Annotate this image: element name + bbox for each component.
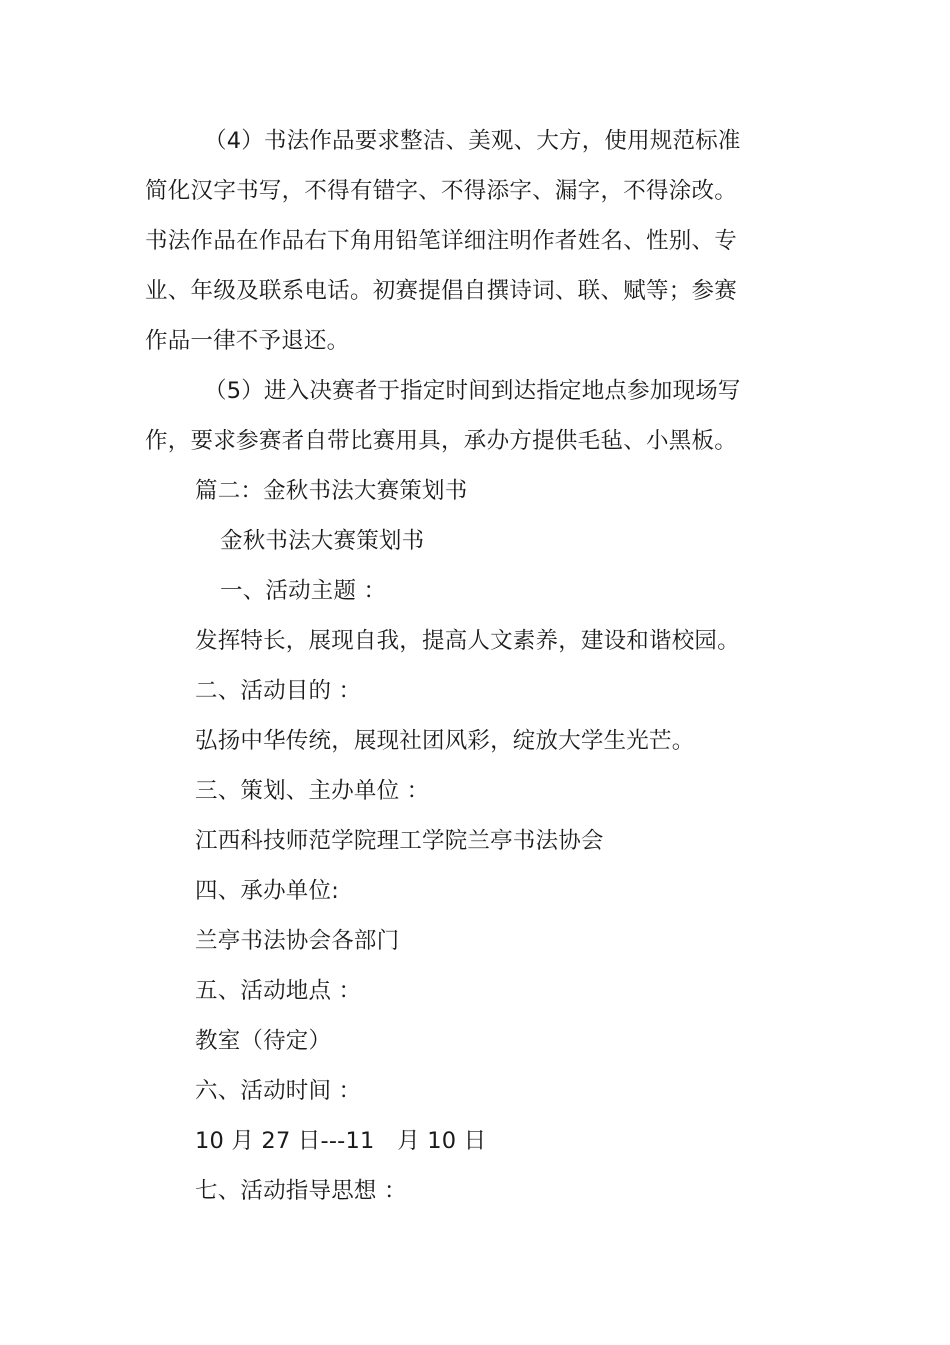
heading-activity-theme: 一、活动主题 ： [220,578,387,604]
paragraph-line-4: 业、年级及联系电话。初赛提倡自撰诗词、联、赋等；参赛 [145,278,737,304]
heading-guiding-idea: 七、活动指导思想 ： [195,1178,407,1204]
paragraph-line-7: 作，要求参赛者自带比赛用具，承办方提供毛毡、小黑板。 [145,428,737,454]
heading-venue: 五、活动地点 ： [195,978,362,1004]
paragraph-line-6: （5）进入决赛者于指定时间到达指定地点参加现场写 [204,378,741,404]
heading-time: 六、活动时间 ： [195,1078,362,1104]
paragraph-line-5: 作品一律不予退还。 [145,328,350,354]
heading-activity-purpose: 二、活动目的 ： [195,678,362,704]
heading-host-unit: 四、承办单位: [195,878,339,904]
organizer-text: 江西科技师范学院理工学院兰亭书法协会 [195,828,604,854]
paragraph-line-2: 简化汉字书写，不得有错字、不得添字、漏字，不得涂改。 [145,178,737,204]
document-title: 金秋书法大赛策划书 [220,528,425,554]
activity-purpose-text: 弘扬中华传统，展现社团风彩，绽放大学生光芒。 [195,728,695,754]
activity-theme-text: 发挥特长，展现自我，提高人文素养，建设和谐校园。 [195,628,740,654]
host-unit-text: 兰亭书法协会各部门 [195,928,400,954]
time-text: 10 月 27 日---11 月 10 日 [195,1128,487,1154]
heading-organizer: 三、策划、主办单位 ： [195,778,430,804]
section-heading-part-two: 篇二：金秋书法大赛策划书 [195,478,468,504]
paragraph-line-3: 书法作品在作品右下角用铅笔详细注明作者姓名、性别、专 [145,228,737,254]
paragraph-line-1: （4）书法作品要求整洁、美观、大方，使用规范标准 [204,128,741,154]
venue-text: 教室（待定） [195,1028,332,1054]
